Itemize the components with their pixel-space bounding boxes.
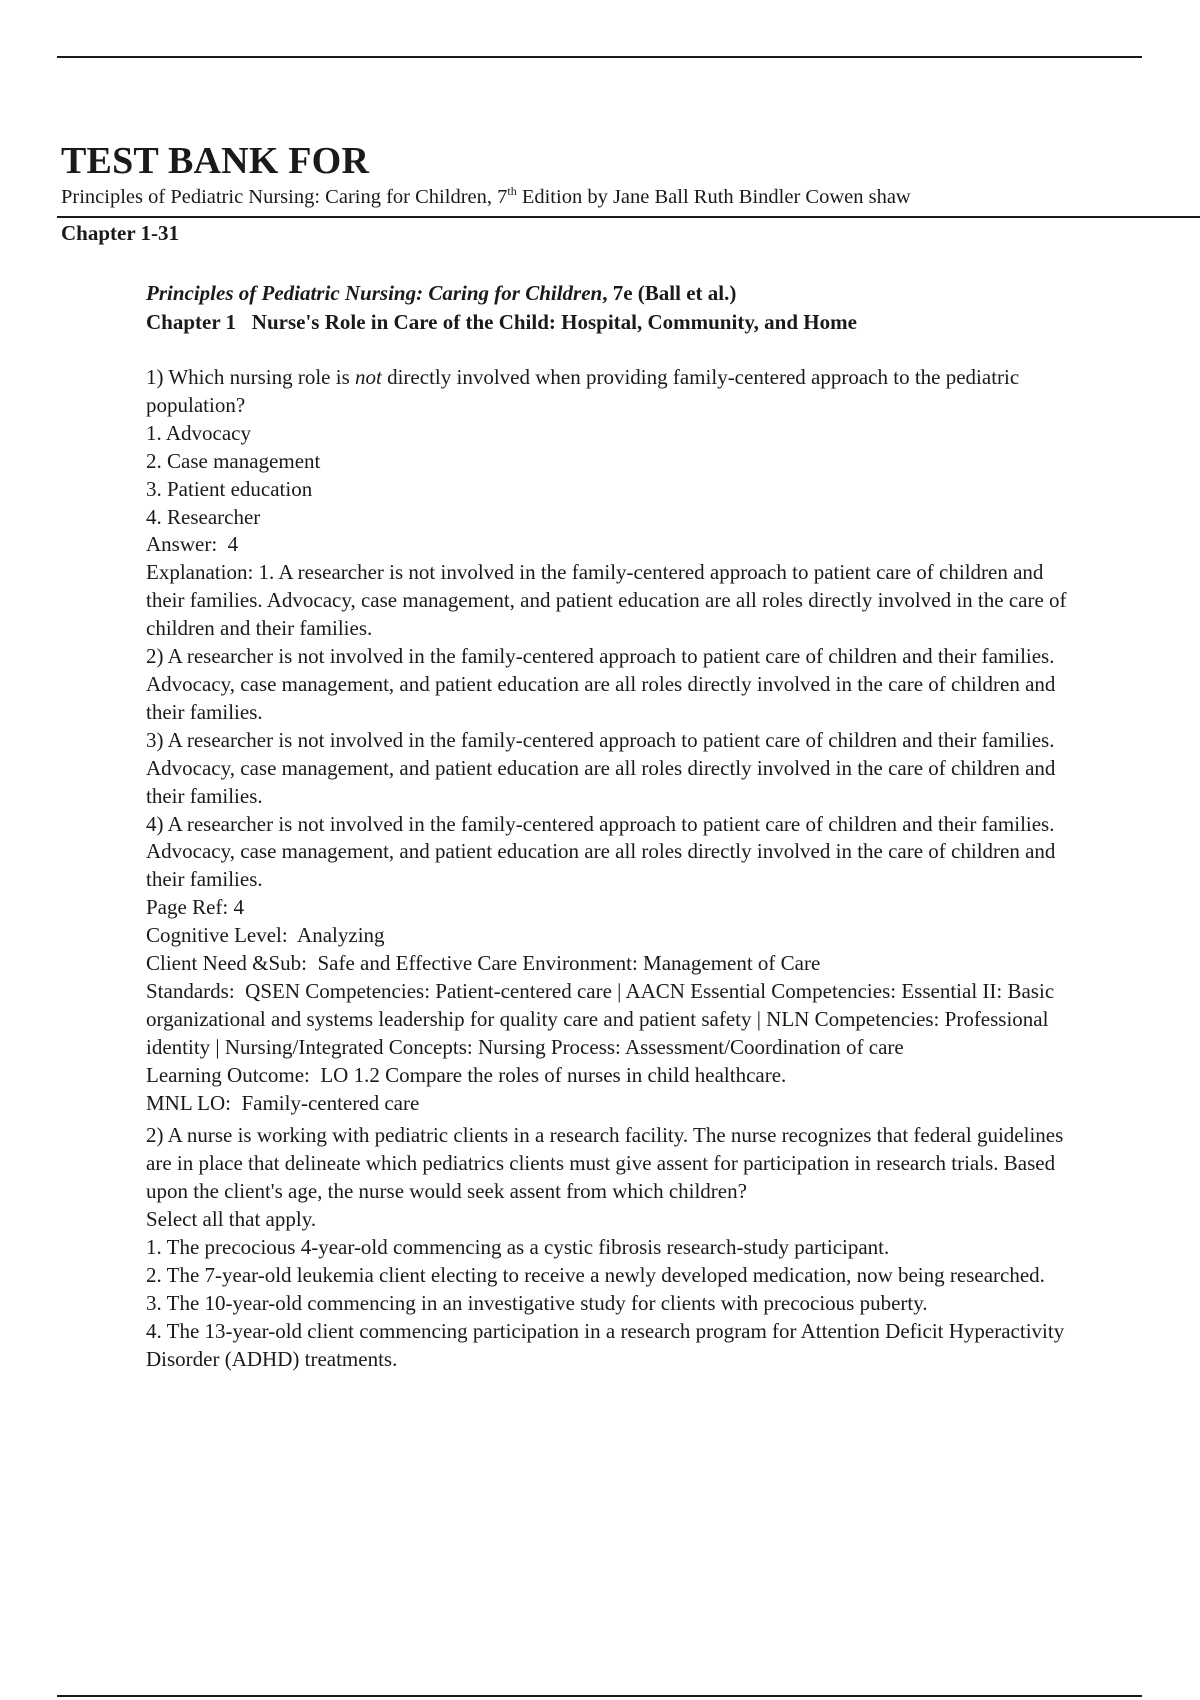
questions-body: [146, 364, 1076, 1374]
answer-option: 2. The 7-year-old leukemia client electing to receive a newly developed medication, now being researched.: [146, 1263, 1045, 1287]
answer-option: 4. Researcher: [146, 504, 261, 529]
standards: Standards: QSEN Competencies: Patient-centered care | AACN Essential Competencies: Essential II: Basic organizational and systems leadership for quality care and patient safety | NLN Competencies: Professional identity | Nursing/Integrated Concepts: Nursing Process: Assessment/Coordination of care: [146, 978, 1060, 1059]
explanation: Explanation: 1. A researcher is not involved in the family-centered approach to patient care of children and their families. Advocacy, case management, and patient education are all roles directly involved in the care of children and their families.: [146, 560, 1067, 641]
header-rule: [57, 216, 1200, 218]
stem-text-after: directly involved when providing family-centered approach to the pediatric population?: [146, 365, 1020, 417]
book-subtitle: [61, 184, 911, 210]
chapter-range: Chapter 1-31: [61, 221, 180, 245]
cognitive-level: Cognitive Level: Analyzing: [146, 923, 385, 948]
question-instruction: Select all that apply.: [146, 1207, 317, 1232]
document-title: TEST BANK FOR: [61, 140, 370, 182]
chapter-book-title: Principles of Pediatric Nursing: Caring for Children: [146, 281, 603, 305]
question-2: [146, 1122, 1076, 1373]
book-title-suffix: Edition by Jane Ball Ruth Bindler Cowen shaw: [516, 186, 911, 208]
chapter-title: Chapter 1 Nurse's Role in Care of the Child: Hospital, Community, and Home: [146, 310, 857, 334]
question-stem: [146, 364, 1076, 420]
chapter-heading-block: [146, 279, 1106, 337]
stem-text-before: 1) Which nursing role is: [146, 365, 355, 389]
question-stem: 2) A nurse is working with pediatric clients in a research facility. The nurse recognizes that federal guidelines are in place that delineate which pediatrics clients must give assent for participation in research trials. Based upon the client's age, the nurse would seek assent from which children?: [146, 1123, 1064, 1204]
top-rule: [57, 56, 1142, 58]
page-ref: Page Ref: 4: [146, 895, 244, 920]
stem-emphasis: not: [355, 365, 382, 389]
answer-option: 3. The 10-year-old commencing in an investigative study for clients with precocious puberty.: [146, 1290, 928, 1315]
answer-option: 2. Case management: [146, 448, 321, 473]
bottom-rule: [57, 1695, 1142, 1697]
explanation: 2) A researcher is not involved in the family-centered approach to patient care of children and their families. Advocacy, case management, and patient education are all roles directly involved in the care of children and their families.: [146, 644, 1056, 724]
explanation: 4) A researcher is not involved in the family-centered approach to patient care of children and their families. Advocacy, case management, and patient education are all roles directly involved in the care of children and their families.: [146, 811, 1056, 892]
answer-key: Answer: 4: [146, 532, 239, 557]
book-title-prefix: Principles of Pediatric Nursing: Caring for Children, 7: [61, 186, 508, 208]
question-1: [146, 364, 1076, 1117]
answer-option: 4. The 13-year-old client commencing participation in a research program for Attention Deficit Hyperactivity Disorder (ADHD) treatments.: [146, 1318, 1065, 1371]
learning-outcome: Learning Outcome: LO 1.2 Compare the roles of nurses in child healthcare.: [146, 1062, 787, 1087]
edition-superscript: th: [507, 184, 517, 198]
mnl-lo: MNL LO: Family-centered care: [146, 1090, 420, 1115]
answer-option: 1. Advocacy: [146, 420, 251, 445]
client-need: Client Need &Sub: Safe and Effective Care Environment: Management of Care: [146, 951, 821, 976]
chapter-book-line: [146, 279, 1106, 308]
answer-option: 1. The precocious 4-year-old commencing as a cystic fibrosis research-study participant.: [146, 1235, 890, 1260]
explanation: 3) A researcher is not involved in the family-centered approach to patient care of children and their families. Advocacy, case management, and patient education are all roles directly involved in the care of children and their families.: [146, 727, 1056, 808]
answer-option: 3. Patient education: [146, 476, 313, 501]
chapter-book-edition: , 7e (Ball et al.): [602, 281, 737, 305]
